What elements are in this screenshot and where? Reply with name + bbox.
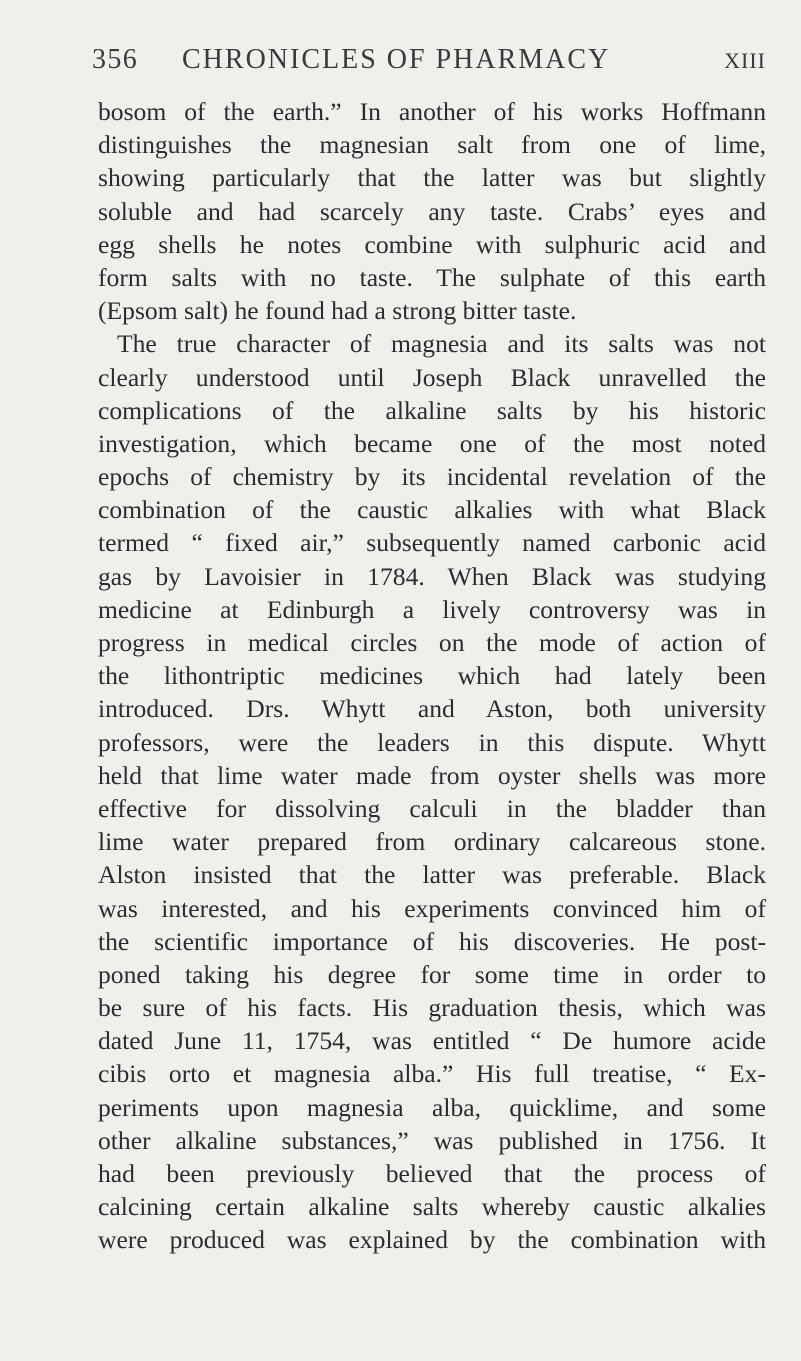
text-line: was interested, and his experiments convinced him of xyxy=(98,893,766,923)
page-number: 356 xyxy=(92,44,139,75)
text-line: dated June 11, 1754, was entitled “ De humore acide xyxy=(98,1026,766,1056)
text-line: gas by Lavoisier in 1784. When Black was studying xyxy=(98,561,766,591)
text-line: investigation, which became one of the most noted xyxy=(98,428,766,458)
text-line: the lithontriptic medicines which had lately been xyxy=(98,661,766,691)
text-line: periments upon magnesia alba, quicklime, and some xyxy=(98,1092,766,1122)
paragraph-first-line: The true character of magnesia and its salts was not xyxy=(117,329,766,359)
text-line: calcining certain alkaline salts whereby caustic alkalies xyxy=(98,1192,766,1222)
text-line: (Epsom salt) he found had a strong bitter taste. xyxy=(98,296,577,326)
text-line: other alkaline substances,” was published in 1756. It xyxy=(98,1125,766,1155)
text-line: introduced. Drs. Whytt and Aston, both university xyxy=(98,694,766,724)
text-line: clearly understood until Joseph Black unravelled the xyxy=(98,362,766,392)
text-line: distinguishes the magnesian salt from one of lime, xyxy=(98,130,766,160)
text-line: cibis orto et magnesia alba.” His full treatise, “ Ex- xyxy=(98,1059,766,1089)
text-line: termed “ fixed air,” subsequently named carbonic acid xyxy=(98,528,766,558)
text-line: epochs of chemistry by its incidental revelation of the xyxy=(98,462,766,492)
running-title: CHRONICLES OF PHARMACY xyxy=(182,44,611,75)
text-line: lime water prepared from ordinary calcareous stone. xyxy=(98,827,766,857)
text-line: effective for dissolving calculi in the bladder than xyxy=(98,793,766,823)
text-line: were produced was explained by the combination with xyxy=(98,1225,766,1255)
text-line: Alston insisted that the latter was preferable. Black xyxy=(98,860,766,890)
text-line: egg shells he notes combine with sulphuric acid and xyxy=(98,229,766,259)
text-line: form salts with no taste. The sulphate of this earth xyxy=(98,262,766,292)
text-line: the scientific importance of his discoveries. He post- xyxy=(98,926,766,956)
body-text xyxy=(98,95,766,1257)
text-line: professors, were the leaders in this dispute. Whytt xyxy=(98,727,766,757)
text-line: bosom of the earth.” In another of his works Hoffmann xyxy=(98,97,766,126)
chapter-numeral: XIII xyxy=(724,48,766,73)
text-line: showing particularly that the latter was but slightly xyxy=(98,163,766,193)
text-line: held that lime water made from oyster shells was more xyxy=(98,760,766,790)
running-head xyxy=(92,44,766,84)
text-line: had been previously believed that the process of xyxy=(98,1159,766,1188)
text-line: be sure of his facts. His graduation thesis, which was xyxy=(98,993,766,1023)
text-line: combination of the caustic alkalies with what Black xyxy=(98,495,766,525)
text-line: soluble and had scarcely any taste. Crabs’ eyes and xyxy=(98,196,766,226)
text-line: medicine at Edinburgh a lively controversy was in xyxy=(98,594,766,624)
text-line: poned taking his degree for some time in order to xyxy=(98,959,766,989)
text-line: complications of the alkaline salts by his historic xyxy=(98,395,766,425)
text-line: progress in medical circles on the mode of action of xyxy=(98,628,766,657)
